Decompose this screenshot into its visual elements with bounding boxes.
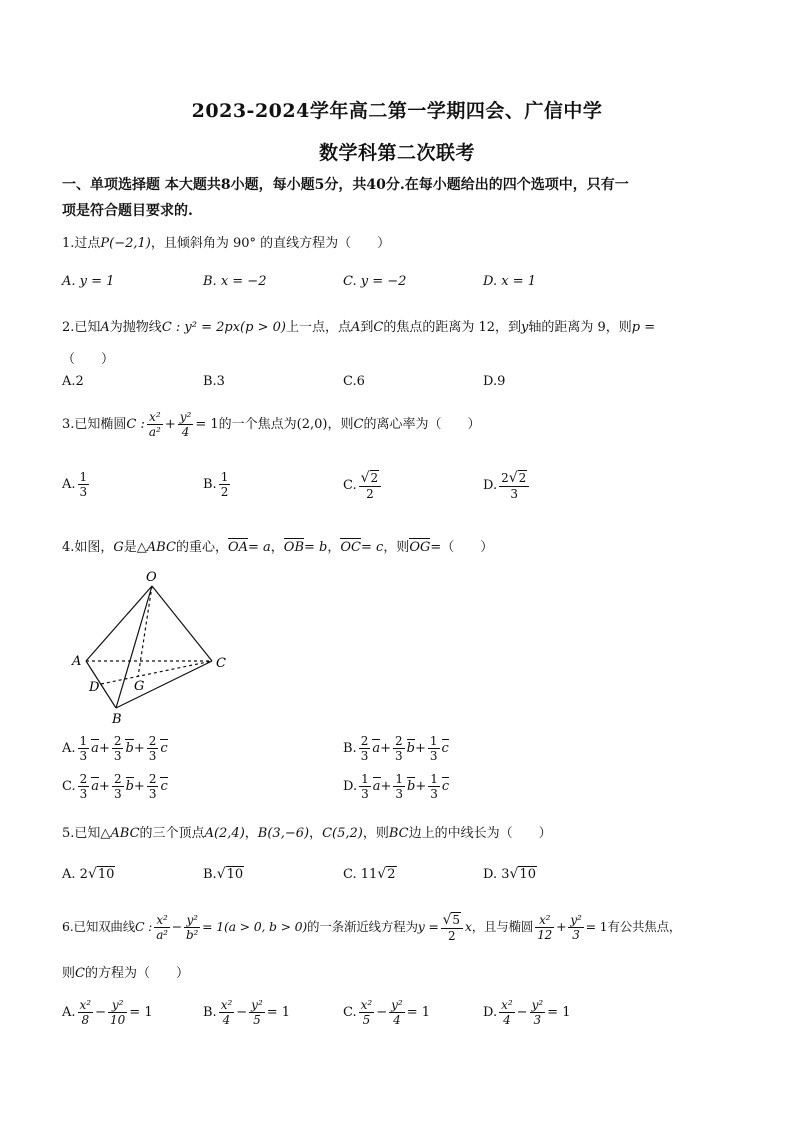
q6-d-x2: x² xyxy=(501,998,513,1012)
label-g: G xyxy=(134,679,145,694)
q6-y2: y² xyxy=(184,913,200,928)
q6-option-d xyxy=(483,998,570,1027)
q4-a-c2n: 2 xyxy=(113,734,122,748)
q4-c-c1n: 2 xyxy=(79,772,88,786)
q5-b-label: B. xyxy=(203,867,217,882)
q4-b-vb: b xyxy=(406,741,415,756)
question-1 xyxy=(62,232,390,251)
q2-option-d: D.9 xyxy=(483,374,506,389)
q6-b-label: B. xyxy=(203,1005,217,1020)
q5-pa: A(2,4) xyxy=(204,826,245,841)
q4-d-c1n: 1 xyxy=(361,772,369,786)
q3-four: 4 xyxy=(181,425,190,439)
question-6-line2 xyxy=(62,962,189,981)
median-dc-hidden xyxy=(101,661,212,684)
q6-e-x2: x² xyxy=(535,913,554,928)
q6-x: x xyxy=(464,919,472,934)
q2-mid4: 的焦点的距离为 12，到 xyxy=(383,320,521,335)
q6-ell-x xyxy=(535,913,554,942)
q2-p: p = xyxy=(631,320,656,335)
q4-d-plus1: + xyxy=(380,779,392,794)
edge-oa xyxy=(86,586,152,661)
q4-a-vb: b xyxy=(125,741,134,756)
q1-pre: 1.过点 xyxy=(62,236,101,251)
q2-option-a: A.2 xyxy=(62,374,84,389)
q6-b-d1: 4 xyxy=(222,1013,231,1027)
q4-c-plus2: + xyxy=(133,779,145,794)
q6-b-d2: 5 xyxy=(253,1013,261,1027)
q1-option-b: B. x = −2 xyxy=(203,274,267,289)
q6-frac-y xyxy=(184,913,200,942)
q6-sq5: 5 xyxy=(452,913,460,927)
q6-b-x2: x² xyxy=(220,998,233,1012)
q4-b-c3d: 3 xyxy=(429,749,438,763)
q4-a-c3d: 3 xyxy=(148,749,157,763)
q4-abc: ABC xyxy=(146,540,176,555)
q6-d-eq: = 1 xyxy=(547,1005,571,1020)
q6-a-d2: 10 xyxy=(110,1013,126,1027)
q3-plus: + xyxy=(164,417,176,432)
q4-a-f1 xyxy=(78,734,90,763)
q5-a-rad: 10 xyxy=(97,867,115,882)
q3-d-num: 2√2 xyxy=(499,470,529,487)
q6-b-f1 xyxy=(219,998,235,1027)
q4-option-a xyxy=(62,734,168,763)
q3-c2: C xyxy=(353,417,364,432)
q4-c-label: C. xyxy=(62,779,76,794)
q5-option-b: B.√10 xyxy=(203,866,244,882)
q4-b-c3n: 1 xyxy=(429,734,438,748)
q6-e-eq: = 1 xyxy=(585,919,608,934)
q5-d-rad: 10 xyxy=(519,867,536,882)
q6-option-a xyxy=(62,998,153,1027)
edge-oc xyxy=(152,586,212,661)
q4-eq-b: = b xyxy=(304,540,328,555)
q3-c-num: √2 xyxy=(359,470,382,487)
q3-a-den: 3 xyxy=(79,485,88,499)
q6-mid2: ，且与椭圆 xyxy=(471,919,534,934)
q6-l2-post: 的方程为（ ） xyxy=(84,966,189,981)
section-heading-line1: 一、单项选择题 本大题共8小题，每小题5分，共40分.在每小题给出的四个选项中，只有一 xyxy=(62,177,629,193)
q1-option-a: A. y = 1 xyxy=(62,274,115,289)
q6-yeq: y = xyxy=(417,919,439,934)
q3-d-label: D. xyxy=(483,478,498,493)
q3-option-b xyxy=(203,470,232,499)
q4-c-va: a xyxy=(91,779,100,794)
q2-a1: A xyxy=(100,320,110,335)
q6-d-d2: 3 xyxy=(533,1013,542,1027)
q6-b-minus: − xyxy=(236,1005,248,1020)
q6-d-f1 xyxy=(499,998,515,1027)
q6-d-y2: y² xyxy=(531,998,544,1012)
q6-pre: 6.已知双曲线 xyxy=(62,919,136,934)
q3-focus: (2,0) xyxy=(296,417,328,432)
q3-c-frac xyxy=(359,470,382,501)
q5-option-d: D. 3√10 xyxy=(483,866,536,882)
q2-mid1: 为抛物线 xyxy=(109,320,162,335)
q6-eq: = 1(a > 0, b > 0) xyxy=(202,919,308,934)
q4-a-c2d: 3 xyxy=(113,749,122,763)
q4-d-vc: c xyxy=(441,779,450,794)
q5-pre: 5.已知△ xyxy=(62,826,111,841)
q6-c-f1 xyxy=(359,998,375,1027)
q4-d-c3d: 3 xyxy=(430,787,438,801)
q4-b-f2 xyxy=(393,734,405,763)
q3-y2: y² xyxy=(179,410,192,424)
q6-option-b xyxy=(203,998,290,1027)
q5-bc: BC xyxy=(388,826,409,841)
q3-a-label: A. xyxy=(62,477,76,492)
q4-pre: 4.如图， xyxy=(62,540,114,555)
q4-d-label: D. xyxy=(343,779,358,794)
q3-c-den: 2 xyxy=(366,487,374,501)
q6-l2-c: C xyxy=(75,966,85,981)
q6-e-3: 3 xyxy=(572,928,580,942)
q4-a-vc: c xyxy=(160,741,168,756)
q6-slope xyxy=(441,912,463,943)
label-d: D xyxy=(89,680,100,695)
label-c: C xyxy=(216,656,226,671)
tetrahedron-figure xyxy=(66,566,246,726)
q6-d-d1: 4 xyxy=(503,1013,511,1027)
q4-d-f1 xyxy=(359,772,371,801)
q3-frac-y xyxy=(178,410,194,439)
q4-option-b xyxy=(343,734,449,763)
q3-x2: x² xyxy=(147,410,163,425)
q4-c-f2 xyxy=(112,772,124,801)
q4-d-c1d: 3 xyxy=(361,787,369,801)
q4-b-va: a xyxy=(372,741,381,756)
q5-a-label: A. 2 xyxy=(62,867,88,882)
q6-a-f2 xyxy=(108,998,127,1027)
q6-slope-num: √5 xyxy=(441,912,463,929)
q4-g: G xyxy=(113,540,124,555)
q2-mid2: 上一点，点 xyxy=(285,320,351,335)
q6-a2: a² xyxy=(156,928,168,942)
q5-b-rad: 10 xyxy=(226,867,244,882)
q2-pre: 2.已知 xyxy=(62,320,101,335)
q1-option-c: C. y = −2 xyxy=(343,274,407,289)
q6-c-x2: x² xyxy=(360,998,373,1012)
label-b: B xyxy=(112,712,122,726)
q2-mid3: 到 xyxy=(360,320,374,335)
q2-y: y xyxy=(521,320,529,335)
q4-eq-a: = a xyxy=(248,540,271,555)
q4-b-vc: c xyxy=(441,741,449,756)
q4-eq-c: = c xyxy=(361,540,384,555)
q2-a2: A xyxy=(350,320,361,335)
q4-then: ，则 xyxy=(383,540,410,555)
q6-ell-y xyxy=(568,913,583,942)
q5-abc: ABC xyxy=(110,826,140,841)
q3-d-den: 3 xyxy=(510,487,519,501)
section-heading-line2: 项是符合题目要求的. xyxy=(62,203,193,219)
q3-b-frac xyxy=(219,470,231,499)
q4-option-d xyxy=(343,772,449,801)
question-3 xyxy=(62,410,480,439)
q6-b-f2 xyxy=(249,998,265,1027)
q5-mid: 的三个顶点 xyxy=(139,826,205,841)
q6-e-y2: y² xyxy=(570,913,582,927)
q6-a-x2: x² xyxy=(79,998,92,1012)
q6-c-f2 xyxy=(389,998,405,1027)
q4-b-f1 xyxy=(359,734,371,763)
q4-vec-oc: OC xyxy=(340,540,361,555)
q4-vec-oa: OA xyxy=(227,540,248,555)
q4-c-plus1: + xyxy=(99,779,110,794)
q4-d-c3n: 1 xyxy=(430,772,438,786)
q4-d-f2 xyxy=(393,772,405,801)
q4-b-plus1: + xyxy=(380,741,391,756)
q4-b-c1n: 2 xyxy=(360,734,369,748)
q5-mid2: ，则 xyxy=(362,826,389,841)
q3-a-num: 1 xyxy=(79,470,88,484)
q6-c: C : xyxy=(135,919,153,934)
q3-d-rad: 2 xyxy=(518,471,527,485)
q4-a-va: a xyxy=(91,741,99,756)
q5-c-label: C. 11 xyxy=(343,867,378,882)
q4-a-plus1: + xyxy=(98,741,110,756)
q3-option-a xyxy=(62,470,91,499)
q5-option-a: A. 2√10 xyxy=(62,866,115,882)
q3-post: 的离心率为（ ） xyxy=(363,417,481,432)
q4-d-plus2: + xyxy=(415,779,427,794)
q4-d-vb: b xyxy=(407,779,416,794)
q5-c-rad: 2 xyxy=(387,867,396,882)
q4-c-c3n: 2 xyxy=(148,772,157,786)
q3-pre: 3.已知椭圆 xyxy=(62,417,127,432)
q4-c-c2d: 3 xyxy=(113,787,122,801)
q2-option-c: C.6 xyxy=(343,374,365,389)
q3-option-d xyxy=(483,470,531,501)
q3-a2: a² xyxy=(148,425,161,439)
q4-a-c1n: 1 xyxy=(79,734,88,748)
q4-post: =（ ） xyxy=(430,540,494,555)
question-5: 5.已知△ABC的三个顶点A(2,4)，B(3,−6)，C(5,2)，则BC边上的中线长为（ ） xyxy=(62,826,552,841)
q4-a-plus2: + xyxy=(133,741,145,756)
q5-option-c: C. 11√2 xyxy=(343,866,396,882)
q3-d-frac xyxy=(499,470,529,501)
q1-option-d: D. x = 1 xyxy=(483,274,536,289)
q3-c: C : xyxy=(126,417,145,432)
q4-b-f3 xyxy=(428,734,440,763)
question-6 xyxy=(62,912,681,943)
q6-frac-x xyxy=(154,913,170,942)
q6-c-label: C. xyxy=(343,1005,357,1020)
q6-minus: − xyxy=(171,919,183,934)
q4-option-c xyxy=(62,772,168,801)
q6-b-y2: y² xyxy=(251,998,263,1012)
q2-mid5: 轴的距离为 9，则 xyxy=(528,320,632,335)
q3-option-c xyxy=(343,470,383,501)
q4-b-plus2: + xyxy=(414,741,426,756)
q4-b-label: B. xyxy=(343,741,357,756)
q6-a-f1 xyxy=(78,998,94,1027)
q2-paren: （ ） xyxy=(62,352,115,367)
q4-b-c2n: 2 xyxy=(395,734,403,748)
q6-option-c xyxy=(343,998,430,1027)
q3-b-label: B. xyxy=(203,477,217,492)
q3-b-den: 2 xyxy=(220,485,229,499)
q4-vec-og: OG xyxy=(409,540,431,555)
exam-subtitle: 数学科第二次联考 xyxy=(318,142,475,164)
q6-b-eq: = 1 xyxy=(266,1005,291,1020)
q3-frac-x xyxy=(147,410,163,439)
q6-plus: + xyxy=(556,919,567,934)
q2-curve: C : y² = 2px(p > 0) xyxy=(161,320,286,335)
q4-d-c2n: 1 xyxy=(395,772,404,786)
q6-x2: x² xyxy=(154,913,170,928)
q2-option-b: B.3 xyxy=(203,374,225,389)
q3-a-frac xyxy=(78,470,90,499)
q4-c-c1d: 3 xyxy=(79,787,88,801)
q5-pc: C(5,2) xyxy=(322,826,363,841)
q4-c-c3d: 3 xyxy=(148,787,157,801)
q6-a-y2: y² xyxy=(108,998,127,1013)
q4-b-c2d: 3 xyxy=(395,749,403,763)
q4-a-f3 xyxy=(147,734,159,763)
q3-d-coef: 2 xyxy=(501,471,509,485)
q4-c-vb: b xyxy=(125,779,134,794)
exam-title: 2023-2024学年高二第一学期四会、广信中学 xyxy=(191,100,603,122)
q6-d-f2 xyxy=(530,998,546,1027)
q3-c-rad: 2 xyxy=(370,471,379,485)
q4-d-f3 xyxy=(428,772,440,801)
q6-d-minus: − xyxy=(516,1005,528,1020)
q6-post: 有公共焦点， xyxy=(607,919,682,934)
q3-c-label: C. xyxy=(343,478,357,493)
q4-a-label: A. xyxy=(62,741,76,756)
q4-mid2: 的重心， xyxy=(175,540,228,555)
q6-c-y2: y² xyxy=(391,998,403,1012)
q5-d-label: D. 3 xyxy=(483,867,510,882)
edge-bc xyxy=(116,661,212,708)
q1-post: ，且倾斜角为 90° 的直线方程为（ ） xyxy=(150,236,391,251)
q4-c-f1 xyxy=(78,772,90,801)
q6-two: 2 xyxy=(448,929,456,943)
q4-a-f2 xyxy=(112,734,124,763)
q6-a-d1: 8 xyxy=(81,1013,90,1027)
q5-post: 边上的中线长为（ ） xyxy=(408,826,552,841)
question-2 xyxy=(62,316,655,335)
q1-point: P(−2,1) xyxy=(100,236,151,251)
q6-d-label: D. xyxy=(483,1005,498,1020)
q4-mid: 是△ xyxy=(123,540,147,555)
q4-c-f3 xyxy=(147,772,159,801)
q4-d-c2d: 3 xyxy=(395,787,404,801)
q4-vec-ob: OB xyxy=(283,540,305,555)
q4-b-c1d: 3 xyxy=(360,749,369,763)
label-a: A xyxy=(72,654,82,669)
q6-a-minus: − xyxy=(95,1005,107,1020)
q6-c-d1: 5 xyxy=(362,1013,371,1027)
q4-a-c3n: 2 xyxy=(148,734,157,748)
q4-d-va: a xyxy=(372,779,381,794)
q5-pb: B(3,−6) xyxy=(257,826,310,841)
label-o: O xyxy=(146,570,157,585)
q6-c-minus: − xyxy=(376,1005,388,1020)
q3-mid2: ，则 xyxy=(327,417,354,432)
q3-b-num: 1 xyxy=(220,470,229,484)
q6-a-label: A. xyxy=(62,1005,76,1020)
q6-l2-pre: 则 xyxy=(62,966,76,981)
q6-a-eq: = 1 xyxy=(129,1005,153,1020)
q6-mid: 的一条渐近线方程为 xyxy=(307,919,418,934)
q3-eq: = 1 xyxy=(195,417,219,432)
q4-c-vc: c xyxy=(160,779,168,794)
q4-a-c1d: 3 xyxy=(79,749,88,763)
q6-c-eq: = 1 xyxy=(406,1005,430,1020)
q6-c-d2: 4 xyxy=(393,1013,401,1027)
q6-e-12: 12 xyxy=(537,928,553,942)
q3-mid: 的一个焦点为 xyxy=(218,417,297,432)
q6-b2: b² xyxy=(186,928,199,942)
q4-c-c2n: 2 xyxy=(113,772,122,786)
question-4: 4.如图，G是△ABC的重心，OA= a，OB= b，OC= c，则OG=（ ） xyxy=(62,540,494,555)
q2-c: C xyxy=(373,320,384,335)
